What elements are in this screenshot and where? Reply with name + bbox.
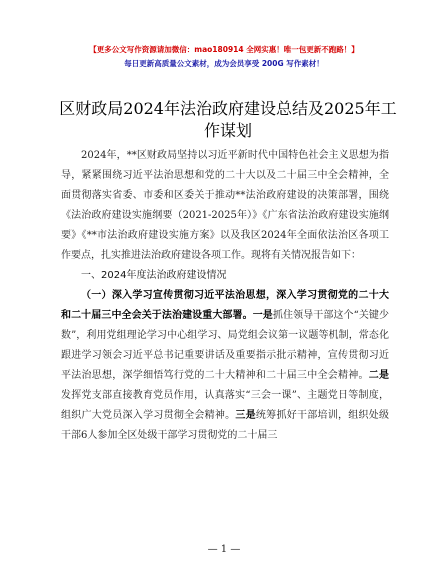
point-text-1: 抓住领导干部这个“关键少数”，利用党组理论学习中心组学习、局党组会议第一议题等机制，常态化跟进学习领会习近平总书记重要讲话及重要指示批示精神，宣传贯彻习近平法治思想，深学细悟笃行党的二十大精神和二十届三中全会精神。: [61, 310, 390, 381]
point-text-3: 统筹抓好干部培训，组织处级干部6人参加全区处级干部学习贯彻党的二十届三: [61, 410, 390, 441]
promo-banner-line2: 每日更新高质量公文素材，成为会员享受 200G 写作素材！: [124, 59, 324, 68]
intro-paragraph: 2024年，**区财政局坚持以习近平新时代中国特色社会主义思想为指导，紧紧围绕习近平法治思想和党的二十大以及二十届三中全会精神，全面贯彻落实省委、市委和区委关于推动**法治政府建设的决策部署，围绕《法治政府建设实施纲要（2021-2025年）》《广东省法治政府建设实施纲要》《**市法治政府建设实施方案》以及我区2024年全面依法治区各项工作要点，扎实推进法治政府建设各项工作。现将有关情况报告如下：: [61, 150, 389, 261]
point-marker-2: 二是: [368, 370, 390, 381]
point-marker-1: 一是: [252, 310, 273, 321]
page-number: — 1 —: [207, 544, 241, 555]
point-text-2: 发挥党支部直接教育党员作用，认真落实“三会一课”、主题党日等制度，组织广大党员深入学习贯彻全会精神。: [61, 390, 389, 421]
point-marker-3: 三是: [235, 410, 256, 421]
document-title: 区财政局2024年法治政府建设总结及2025年工作谋划: [59, 99, 397, 140]
subsection-heading: （一）深入学习宣传贯彻习近平法治思想，深入学习贯彻党的二十大和二十届三中全会关于法治建设重大部署。: [61, 290, 389, 321]
section-heading: 一、2024年度法治政府建设情况: [81, 270, 227, 281]
document-body: [61, 146, 389, 446]
subsection-paragraph: [61, 286, 389, 446]
promo-banner-line1: 【更多公文写作资源请加微信：mao180914 全网实惠！唯一包更新不跑路！】: [89, 45, 359, 54]
